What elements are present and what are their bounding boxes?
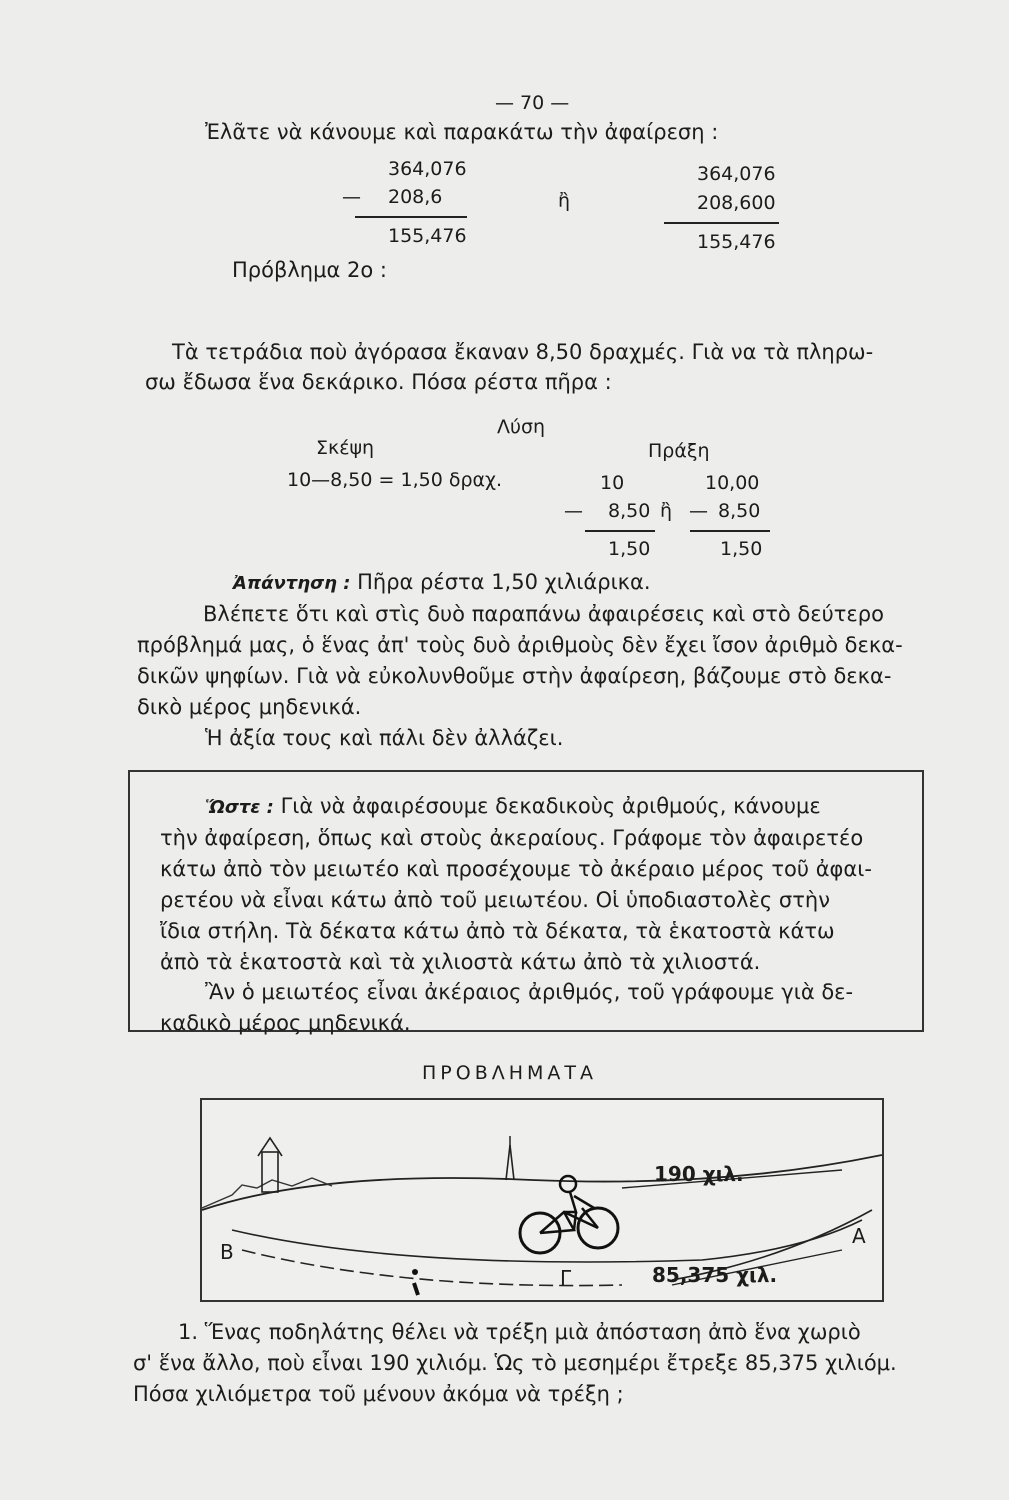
point-g-label: Γ	[560, 1266, 572, 1290]
action-or: ἢ	[660, 500, 673, 522]
answer-text: Πῆρα ρέστα 1,50 χιλιάρικα.	[357, 570, 651, 594]
rule-line: ἀπὸ τὰ ἑκατοστὰ καὶ τὰ χιλιοστὰ κάτω ἀπὸ τὰ χιλιοστά.	[160, 950, 761, 974]
problem-2-label: Πρόβλημα 2ο :	[232, 258, 387, 282]
difference-right: 155,476	[697, 231, 776, 253]
result-rule-right	[664, 222, 779, 224]
action-minuend-a: 10	[600, 472, 625, 494]
action-subtrahend-b: 8,50	[718, 500, 761, 522]
minuend-right: 364,076	[697, 163, 776, 185]
done-distance-label: 85,375 χιλ.	[652, 1263, 778, 1287]
rule-label: Ὥστε :	[205, 797, 274, 818]
action-subtrahend-a: 8,50	[608, 500, 651, 522]
problem-2-line-1: Τὰ τετράδια ποὺ ἀγόρασα ἔκαναν 8,50 δραχμές. Γιὰ να τὰ πληρω-	[172, 340, 874, 364]
rule-line: Ἂν ὁ μειωτέος εἶναι ἀκέραιος ἀριθμός, τοῦ γράφουμε γιὰ δε-	[205, 980, 854, 1004]
problems-heading: ΠΡΟΒΛΗΜΑΤΑ	[422, 1062, 598, 1084]
action-minuend-b: 10,00	[705, 472, 760, 494]
action-minus-b: —	[689, 500, 708, 522]
subtrahend-right: 208,600	[697, 192, 776, 214]
intro-text: Ἐλᾶτε νὰ κάνουμε καὶ παρακάτω τὴν ἀφαίρεση :	[205, 120, 719, 144]
action-result-a: 1,50	[608, 538, 651, 560]
paragraph-line: Βλέπετε ὅτι καὶ στὶς δυὸ παραπάνω ἀφαιρέσεις καὶ στὸ δεύτερο	[203, 602, 884, 626]
rule-line: κάτω ἀπὸ τὸν μειωτέο καὶ προσέχουμε τὸ ἀκέραιο μέρος τοῦ ἀφαι-	[160, 857, 872, 881]
page-number: — 70 —	[495, 92, 570, 114]
or-word: ἢ	[558, 190, 571, 212]
rule-line: ρετέου νὰ εἶναι κάτω ἀπὸ τοῦ μειωτέου. Οἱ ὑποδιαστολὲς στὴν	[160, 888, 830, 912]
point-a-label: Α	[852, 1224, 866, 1248]
rule-line: καδικὸ μέρος μηδενικά.	[160, 1011, 411, 1035]
answer-label: Ἀπάντηση :	[233, 573, 351, 594]
problem-2-line-2: σω ἔδωσα ἕνα δεκάρικο. Πόσα ρέστα πῆρα :	[145, 370, 612, 394]
total-distance-label: 190 χιλ.	[654, 1162, 744, 1186]
action-rule-a	[585, 530, 655, 532]
minus-sign-left: —	[342, 186, 361, 208]
difference-left: 155,476	[388, 225, 467, 247]
paragraph-line: πρόβλημά μας, ὁ ἕνας ἀπ' τοὺς δυὸ ἀριθμοὺς δὲν ἔχει ἴσον ἀριθμὸ δεκα-	[137, 633, 903, 657]
paragraph-line: δικὸ μέρος μηδενικά.	[137, 695, 362, 719]
action-label: Πράξη	[648, 440, 710, 462]
road-landscape-drawing	[202, 1100, 882, 1300]
rule-line: τὴν ἀφαίρεση, ὅπως καὶ στοὺς ἀκεραίους. Γράφομε τὸν ἀφαιρετέο	[160, 826, 864, 850]
action-result-b: 1,50	[720, 538, 763, 560]
rule-first-text: Γιὰ νὰ ἀφαιρέσουμε δεκαδικοὺς ἀριθμούς, κάνουμε	[280, 794, 821, 818]
problem-1-line-3: Πόσα χιλιόμετρα τοῦ μένουν ἀκόμα νὰ τρέξη ;	[133, 1382, 624, 1406]
cyclist-illustration	[200, 1098, 884, 1302]
problem-1-line-2: σ' ἕνα ἄλλο, ποὺ εἶναι 190 χιλιόμ. Ὡς τὸ μεσημέρι ἔτρεξε 85,375 χιλιόμ.	[133, 1351, 897, 1375]
answer-line	[233, 570, 651, 594]
minuend-left: 364,076	[388, 158, 467, 180]
result-rule-left	[355, 216, 467, 218]
point-b-label: Β	[220, 1240, 234, 1264]
rule-first-line	[205, 794, 821, 818]
solution-title: Λύση	[497, 416, 546, 438]
action-rule-b	[690, 530, 770, 532]
subtrahend-left: 208,6	[388, 186, 443, 208]
paragraph-2: Ἡ ἀξία τους καὶ πάλι δὲν ἀλλάζει.	[205, 726, 564, 750]
action-minus-a: —	[564, 500, 583, 522]
problem-1-line-1: 1. Ἕνας ποδηλάτης θέλει νὰ τρέξη μιὰ ἀπόσταση ἀπὸ ἕνα χωριὸ	[178, 1320, 861, 1344]
thought-calculation: 10—8,50 = 1,50 δραχ.	[287, 469, 503, 491]
paragraph-line: δικῶν ψηφίων. Γιὰ νὰ εὐκολυνθοῦμε στὴν ἀφαίρεση, βάζουμε στὸ δεκα-	[137, 664, 892, 688]
thought-label: Σκέψη	[316, 437, 375, 459]
rule-line: ἴδια στήλη. Τὰ δέκατα κάτω ἀπὸ τὰ δέκατα, τὰ ἑκατοστὰ κάτω	[160, 919, 835, 943]
